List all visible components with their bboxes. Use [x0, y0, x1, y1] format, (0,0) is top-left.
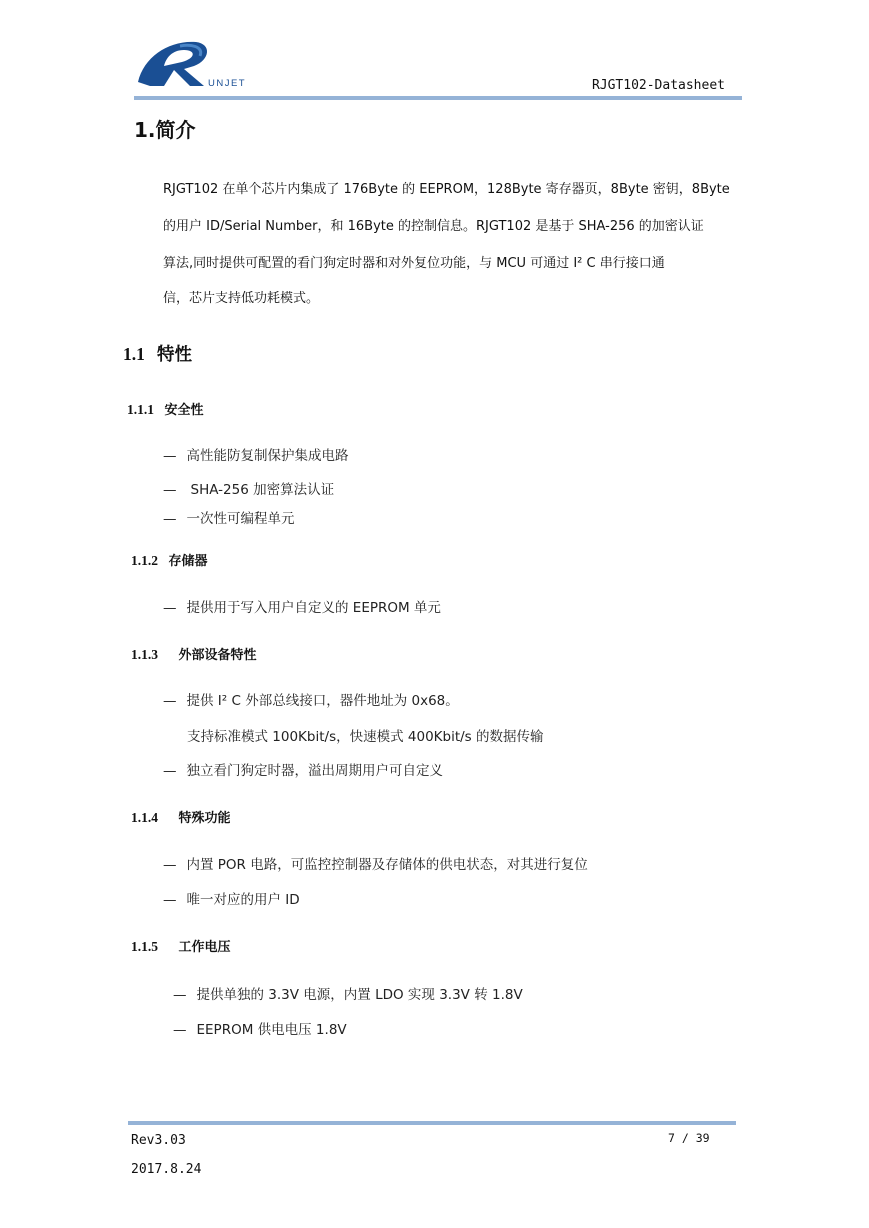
runjet-logo	[134, 36, 264, 94]
heading-1-1-3	[131, 644, 257, 663]
list-item	[163, 596, 441, 616]
list-item-text: 独立看门狗定时器，溢出周期用户可自定义	[186, 763, 443, 779]
heading-number: 1.1.3	[131, 647, 158, 662]
revision-label: Rev3.03	[131, 1133, 186, 1148]
list-item	[173, 1018, 347, 1038]
subsection-number: 1.1	[123, 344, 145, 364]
heading-title: 工作电压	[178, 940, 231, 955]
heading-title: 安全性	[164, 403, 204, 418]
list-item	[163, 888, 300, 908]
heading-1-1-5	[131, 936, 231, 955]
intro-line-2: 的用户 ID/Serial Number，和 16Byte 的控制信息。RJGT102 是基于 SHA-256 的加密认证	[163, 219, 704, 234]
dash-bullet: —	[163, 511, 177, 527]
dash-bullet: —	[163, 600, 177, 616]
header-rule	[134, 96, 742, 100]
dash-bullet: —	[163, 693, 177, 709]
list-item	[163, 689, 459, 709]
heading-1-1-2	[131, 550, 208, 569]
list-item	[173, 983, 523, 1003]
heading-title: 存储器	[168, 554, 208, 569]
heading-1-1-4	[131, 807, 231, 826]
list-item-text: SHA-256 加密算法认证	[190, 482, 335, 498]
heading-number: 1.1.1	[127, 402, 154, 417]
dash-bullet: —	[163, 482, 177, 498]
dash-bullet: —	[163, 448, 177, 464]
list-item-text: 一次性可编程单元	[186, 511, 295, 527]
heading-number: 1.1.4	[131, 810, 158, 825]
dash-bullet: —	[173, 1022, 187, 1038]
list-item	[163, 478, 334, 498]
list-item-text: 提供 I² C 外部总线接口，器件地址为 0x68。	[186, 693, 459, 709]
dash-bullet: —	[163, 857, 177, 873]
page-number: 7 / 39	[668, 1131, 710, 1145]
dash-bullet: —	[173, 987, 187, 1003]
dash-bullet: —	[163, 763, 177, 779]
list-item-continuation: 支持标准模式 100Kbit/s，快速模式 400Kbit/s 的数据传输	[187, 729, 544, 745]
list-item-text: 提供用于写入用户自定义的 EEPROM 单元	[186, 600, 441, 616]
heading-number: 1.1.2	[131, 553, 158, 568]
intro-line-1: RJGT102 在单个芯片内集成了 176Byte 的 EEPROM，128Byte 寄存器页，8Byte 密钥，8Byte	[163, 182, 730, 197]
section-title: 1.简介	[134, 118, 196, 142]
list-item	[163, 444, 349, 464]
list-item-text: 提供单独的 3.3V 电源，内置 LDO 实现 3.3V 转 1.8V	[196, 987, 523, 1003]
heading-number: 1.1.5	[131, 939, 158, 954]
heading-title: 特殊功能	[178, 811, 231, 826]
subsection-title: 特性	[156, 345, 192, 365]
subsection-heading	[123, 341, 192, 366]
document-title: RJGT102-Datasheet	[591, 78, 725, 93]
intro-line-4: 信，芯片支持低功耗模式。	[163, 291, 320, 306]
list-item-text: 高性能防复制保护集成电路	[186, 448, 349, 464]
list-item-text: 唯一对应的用户 ID	[186, 892, 300, 908]
date-label: 2017.8.24	[131, 1162, 202, 1177]
list-item-text: 内置 POR 电路，可监控控制器及存储体的供电状态，对其进行复位	[186, 857, 588, 873]
list-item	[163, 759, 443, 779]
intro-line-3: 算法,同时提供可配置的看门狗定时器和对外复位功能，与 MCU 可通过 I² C 串行接口通	[163, 256, 665, 271]
footer-rule	[128, 1121, 736, 1125]
logo-text: UNJET	[208, 78, 247, 89]
heading-1-1-1	[127, 399, 204, 418]
list-item	[163, 507, 295, 527]
list-item-text: EEPROM 供电电压 1.8V	[196, 1022, 347, 1038]
dash-bullet: —	[163, 892, 177, 908]
list-item	[163, 853, 588, 873]
heading-title: 外部设备特性	[178, 648, 257, 663]
